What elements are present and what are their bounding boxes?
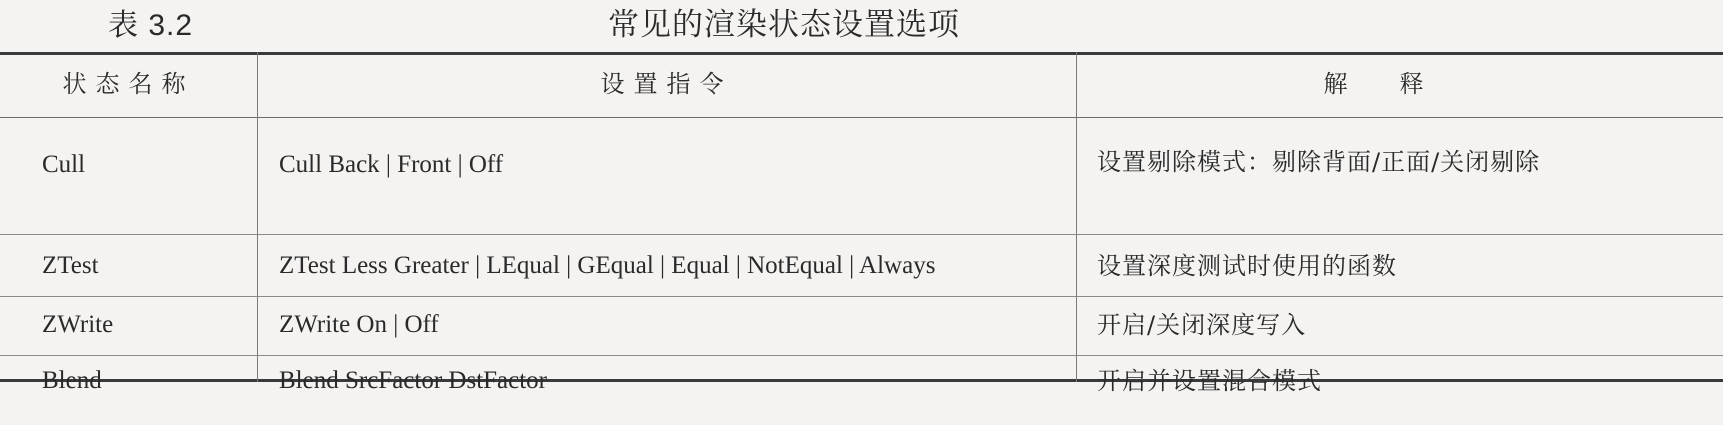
row-divider <box>0 355 1723 356</box>
description-cell: 开启并设置混合模式 <box>1097 367 1322 395</box>
table-title: 常见的渲染状态设置选项 <box>608 7 960 43</box>
command-cell: Cull Back | Front | Off <box>279 151 504 178</box>
state-name-cell: ZTest <box>42 252 99 279</box>
render-state-table <box>0 52 1723 395</box>
command-cell: ZTest Less Greater | LEqual | GEqual | Equal | NotEqual | Always <box>279 252 936 279</box>
state-name-cell: ZWrite <box>42 311 114 338</box>
command-cell: ZWrite On | Off <box>279 311 439 338</box>
table-caption <box>0 0 1723 52</box>
command-cell: Blend SrcFactor DstFactor <box>279 367 548 394</box>
row-divider <box>0 296 1723 297</box>
header-divider <box>0 117 1723 118</box>
table-number: 表 3.2 <box>108 9 194 42</box>
column-header-command: 设置指令 <box>600 70 733 98</box>
column-header-description: 解释 <box>1323 70 1476 98</box>
column-header-state-name: 状态名称 <box>62 70 195 98</box>
state-name-cell: Blend <box>42 367 102 394</box>
state-name-cell: Cull <box>42 151 86 178</box>
table-top-rule <box>0 52 1723 55</box>
description-cell: 设置剔除模式：剔除背面/正面/关闭剔除 <box>1097 148 1541 176</box>
description-cell: 设置深度测试时使用的函数 <box>1097 252 1397 280</box>
row-divider <box>0 234 1723 235</box>
description-cell: 开启/关闭深度写入 <box>1097 311 1307 339</box>
